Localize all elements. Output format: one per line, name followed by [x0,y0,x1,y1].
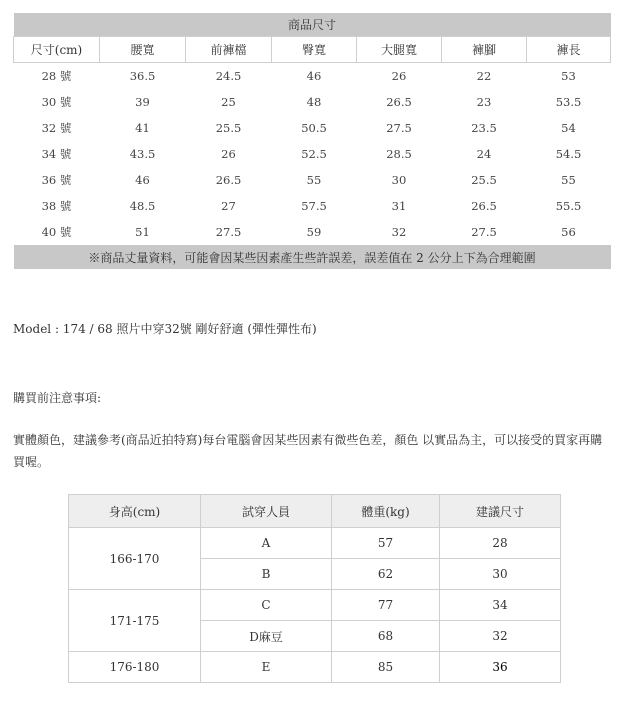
person-cell: A [201,528,332,559]
size-cell: 27.5 [215,225,242,239]
size-cell: 51 [135,225,150,239]
size-cell: 39 [135,95,150,109]
size-cell: 55 [561,173,576,187]
height-range-cell: 176-180 [69,652,201,683]
model-info: Model : 174 / 68 照片中穿32號 剛好舒適 (彈性彈性布) [13,322,317,336]
fit-header-cell: 試穿人員 [201,495,332,528]
person-cell: C [201,590,332,621]
size-cell: 48.5 [129,199,156,213]
size-table-row [14,167,611,193]
size-table-row [14,115,611,141]
size-header-cell: 褲腳 [442,37,527,63]
size-cell: 43.5 [129,147,156,161]
size-cell: 55.5 [555,199,582,213]
size-cell: 59 [306,225,322,239]
size-cell: 25.5 [215,121,242,135]
size-cell: 27.5 [386,121,412,135]
suggested-size-cell: 34 [440,590,561,621]
size-cell: 53.5 [555,95,582,109]
size-cell: 38 號 [41,199,72,213]
size-table-note: ※商品丈量資料，可能會因某些因素產生些許誤差，誤差值在 2 公分上下為合理範圍 [14,245,611,269]
weight-cell: 62 [332,559,440,590]
suggested-size-cell: 36 [440,652,561,683]
fit-header-cell: 建議尺寸 [440,495,561,528]
size-cell: 50.5 [301,121,327,135]
size-cell: 32 [391,225,407,239]
size-cell: 26.5 [471,199,497,213]
weight-cell: 85 [332,652,440,683]
size-cell: 28.5 [386,147,412,161]
size-cell: 23 [476,95,492,109]
size-cell: 57.5 [301,199,327,213]
size-cell: 26.5 [215,173,242,187]
size-cell: 31 [391,199,407,213]
size-table-row [14,193,611,219]
weight-cell: 77 [332,590,440,621]
size-table-row [14,89,611,115]
size-header-cell: 尺寸(cm) [14,37,100,63]
size-cell: 27.5 [471,225,497,239]
size-cell: 26.5 [386,95,412,109]
suggested-size-cell: 32 [440,621,561,652]
size-cell: 52.5 [301,147,327,161]
size-cell: 26 [221,147,236,161]
size-cell: 25 [221,95,236,109]
fitting-table-row [69,590,561,621]
size-header-cell: 前褲檔 [186,37,272,63]
size-cell: 34 號 [41,147,72,161]
suggested-size-cell: 30 [440,559,561,590]
fit-header-cell: 體重(kg) [332,495,440,528]
size-table-header-row [14,37,611,63]
person-cell: D麻豆 [201,621,332,652]
size-header-cell: 臀寬 [272,37,357,63]
size-cell: 24.5 [215,69,242,83]
fitting-table-row [69,652,561,683]
size-cell: 25.5 [471,173,497,187]
size-cell: 22 [476,69,492,83]
notice-text: 實體顏色，建議參考(商品近拍特寫)每台電腦會因某些因素有微些色差，顏色 以實品為主，可以接受的買家再購買喔。 [13,433,603,469]
height-range-cell: 166-170 [69,528,201,590]
size-cell: 54.5 [555,147,582,161]
size-table-row [14,141,611,167]
size-table [13,13,611,269]
size-cell: 27 [221,199,236,213]
size-header-cell: 大腿寬 [357,37,442,63]
size-cell: 23.5 [471,121,497,135]
weight-cell: 68 [332,621,440,652]
height-range-cell: 171-175 [69,590,201,652]
size-cell: 53 [561,69,576,83]
notice-title: 購買前注意事項: [13,391,102,405]
person-cell: E [201,652,332,683]
size-cell: 56 [561,225,576,239]
size-cell: 36 號 [41,173,72,187]
size-cell: 55 [306,173,322,187]
suggested-size-cell: 28 [440,528,561,559]
size-cell: 48 [306,95,322,109]
size-cell: 46 [135,173,150,187]
weight-cell: 57 [332,528,440,559]
size-cell: 26 [391,69,407,83]
size-table-row [14,63,611,90]
size-cell: 54 [561,121,576,135]
person-cell: B [201,559,332,590]
fitting-table [68,494,561,683]
fitting-table-row [69,528,561,559]
size-cell: 32 號 [41,121,72,135]
size-cell: 46 [306,69,322,83]
size-header-cell: 腰寬 [100,37,186,63]
size-table-row [14,219,611,245]
size-cell: 36.5 [129,69,156,83]
size-header-cell: 褲長 [527,37,611,63]
size-cell: 41 [135,121,150,135]
size-cell: 30 號 [41,95,72,109]
size-cell: 28 號 [41,69,72,83]
size-cell: 24 [476,147,492,161]
size-table-title: 商品尺寸 [14,13,611,37]
fit-header-cell: 身高(cm) [69,495,201,528]
size-cell: 30 [391,173,407,187]
fitting-table-header-row [69,495,561,528]
size-cell: 40 號 [41,225,72,239]
